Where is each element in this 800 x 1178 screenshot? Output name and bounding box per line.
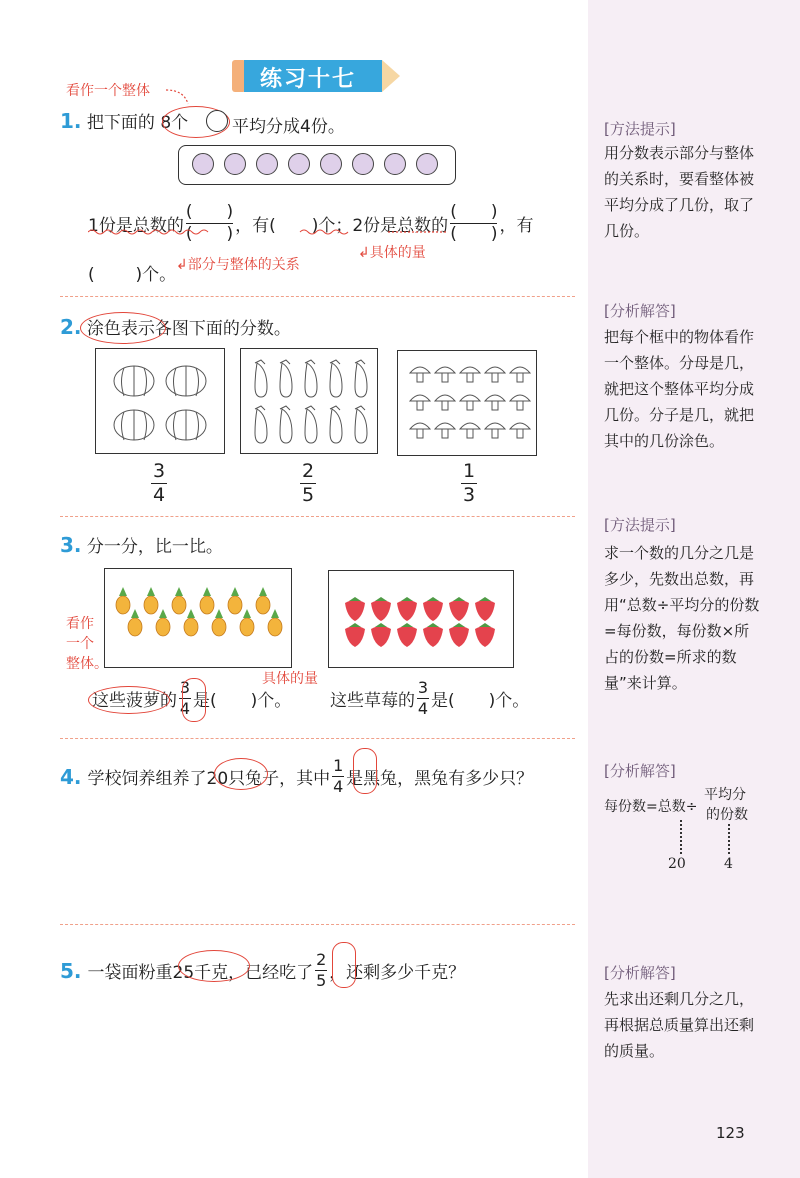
divider-3 [60, 738, 575, 739]
q5-text-d: ，还剩多少千克？ [329, 963, 466, 983]
strawberry [371, 597, 391, 621]
mushroom [435, 367, 455, 382]
strawberry [449, 597, 469, 621]
q1-text-a: 把下面的 [86, 113, 155, 133]
divider-1 [60, 296, 575, 297]
q2-pumpkin-drawing [96, 349, 224, 453]
q5-line [60, 952, 465, 989]
pineapple [240, 609, 254, 636]
q1-circle [224, 153, 246, 175]
sidebar-title-4: [分析解答] [604, 762, 676, 780]
pineapple [184, 609, 198, 636]
eggplant [280, 406, 292, 443]
pineapple [128, 609, 142, 636]
q1-circle [288, 153, 310, 175]
q3-box-pineapples [104, 568, 292, 668]
mushroom [510, 367, 530, 382]
q2-text-b: 各图下面的分数。 [154, 319, 291, 339]
eggplant [255, 360, 267, 397]
q4-text-b: 20只 [206, 769, 246, 789]
q4-frac-den: 4 [333, 777, 344, 796]
q2-frac-3-num: 1 [462, 460, 476, 482]
strawberry [423, 597, 443, 621]
title-banner [232, 58, 402, 94]
q1-line-a: 1份是总数的 [88, 216, 184, 236]
mushroom [510, 395, 530, 410]
top-note: 看作一个整体 [66, 83, 150, 99]
q1-wavy-underlines [88, 228, 548, 238]
q2-box-mushrooms [397, 350, 537, 456]
pineapple [172, 587, 186, 614]
mushroom [435, 395, 455, 410]
sidebar-body-1: 用分数表示部分与整体的关系时，要看整体被平均分成了几份，取了几份。 [604, 144, 755, 240]
q1-second-line [88, 260, 176, 285]
divider-4 [60, 924, 575, 925]
q3-line2-a: 这些草莓的 [330, 691, 415, 711]
pineapple [256, 587, 270, 614]
q3-frac-1-den: 4 [179, 699, 191, 718]
q5-highlight-fraction [332, 942, 356, 988]
strawberry [449, 623, 469, 647]
eggplant [355, 360, 367, 397]
q4-fraction [332, 758, 344, 795]
mushroom [460, 423, 480, 438]
q1-note-2-arrow: ↲ [358, 245, 370, 261]
sidebar-body-5: 先求出还剩几分之几，再根据总质量算出还剩的质量。 [604, 990, 755, 1060]
formula-dots-1 [680, 820, 682, 854]
q4-text-d: 是黑兔，黑兔有多少只？ [346, 769, 534, 789]
mushroom [460, 367, 480, 382]
q1-circle [352, 153, 374, 175]
q1-text-b: 8个 [160, 113, 189, 133]
q2-frac-2-den: 5 [301, 484, 315, 506]
q5-highlight-weight [178, 950, 250, 982]
strawberry [397, 623, 417, 647]
q1-note-1-arrow: ↲ [176, 257, 188, 273]
formula-dots-2 [728, 824, 730, 854]
q3-fraction-2 [417, 680, 429, 717]
page-number: 123 [716, 1124, 745, 1142]
formula-v1: 20 [668, 856, 686, 872]
mushroom [460, 395, 480, 410]
strawberry [371, 623, 391, 647]
q1-line-d: ，有 [499, 216, 534, 236]
q3-line1-b: 的 [160, 691, 177, 711]
q2-frac-3-den: 3 [462, 484, 476, 506]
q2-eggplant-drawing [241, 349, 377, 453]
mushroom [485, 423, 505, 438]
q1-circle-glyph [206, 110, 228, 132]
q3-line1-a: 这些菠萝 [92, 691, 160, 711]
mushroom [510, 423, 530, 438]
q2-frac-1-den: 4 [152, 484, 166, 506]
pineapple [268, 609, 282, 636]
q3-line2-c: )个。 [488, 691, 530, 711]
q4-highlight-fraction [353, 748, 377, 794]
q2-box-eggplants [240, 348, 378, 454]
sidebar-title-2: [分析解答] [604, 302, 676, 320]
eggplant [305, 360, 317, 397]
q1-circle [384, 153, 406, 175]
q5-frac-num: 2 [316, 950, 327, 969]
q1-line-b: ，有( [235, 216, 276, 236]
pineapple [144, 587, 158, 614]
eggplant [355, 406, 367, 443]
strawberry [423, 623, 443, 647]
q4-highlight-count [214, 758, 268, 790]
q1-note-1-text: 部分与整体的关系 [187, 257, 300, 273]
mushroom [485, 395, 505, 410]
q3-line [60, 532, 223, 557]
q3-strawberry-drawing [329, 571, 513, 667]
q1-circle-box [178, 145, 456, 185]
q2-frac-2-num: 2 [301, 460, 315, 482]
eggplant [330, 406, 342, 443]
q4-text-a: 学校饲养组养了 [87, 769, 207, 789]
mushroom [435, 423, 455, 438]
q1-circle [320, 153, 342, 175]
strawberry [345, 623, 365, 647]
pineapple [116, 587, 130, 614]
page-title: 练习十七 [260, 67, 357, 92]
q3-box-strawberries [328, 570, 514, 668]
q1-circle [256, 153, 278, 175]
q3-side-note-1: 看作 [66, 616, 94, 632]
top-note-arrow [164, 86, 194, 108]
q2-number: 2. [60, 315, 82, 339]
q5-number: 5. [60, 958, 82, 983]
sidebar-title-5: [分析解答] [604, 964, 676, 982]
q3-frac-1-num: 3 [179, 678, 191, 697]
q3-frac-2-num: 3 [417, 678, 429, 697]
q5-text-a: 一袋面粉重 [87, 963, 173, 983]
pineapple [212, 609, 226, 636]
mushroom [410, 395, 430, 410]
q3-line1-c: 是( [193, 691, 217, 711]
sidebar-title-3: [方法提示] [604, 516, 676, 534]
q3-answer-line-2 [330, 680, 529, 717]
mushroom [485, 367, 505, 382]
q5-frac-den: 5 [316, 971, 327, 990]
q1-line-f: )个。 [135, 265, 177, 285]
q1-blank-frac-1-num: ( ) [185, 202, 234, 222]
formula-c: 的份数 [706, 807, 748, 823]
q2-frac-1-num: 3 [152, 460, 166, 482]
q1-blank-frac-2-num: ( ) [450, 202, 498, 222]
formula-a: 每份数=总数÷ [604, 799, 698, 815]
q2-fraction-3 [461, 462, 477, 505]
q2-fraction-2 [300, 462, 316, 505]
q2-highlight-circle [80, 312, 166, 344]
q1-line-e: ( [88, 265, 95, 285]
q1-circle [192, 153, 214, 175]
pineapple [228, 587, 242, 614]
q1-line-c: )个；2份是总数的 [311, 216, 449, 236]
strawberry [475, 597, 495, 621]
q3-note-top: 具体的量 [262, 671, 318, 687]
sidebar-title-1: [方法提示] [604, 120, 676, 138]
q3-side-note-3: 整体。 [66, 656, 108, 672]
q4-frac-num: 1 [333, 756, 344, 775]
q3-line1-d: )个。 [250, 691, 292, 711]
q1-note-2 [358, 242, 426, 262]
q4-text-c: 兔子，其中 [245, 769, 331, 789]
q1-blank-frac-2-den: ( ) [450, 224, 498, 244]
q1-note-1 [176, 254, 300, 274]
q3-pineapple-drawing [105, 569, 291, 667]
q3-text: 分一分，比一比。 [86, 537, 223, 557]
q2-mushroom-drawing [398, 351, 536, 455]
strawberry [475, 623, 495, 647]
q1-text-c: 平均分成4份。 [232, 117, 345, 137]
q3-side-note [66, 614, 108, 674]
q2-fraction-1 [151, 462, 167, 505]
mushroom [410, 367, 430, 382]
sidebar-body-3: 求一个数的几分之几是多少，先数出总数，再用“总数÷平均分的份数=每份数，每份数×所占的份数=所求的数量”来计算。 [604, 544, 760, 692]
q5-fraction [315, 952, 327, 989]
pineapple [200, 587, 214, 614]
q3-frac-2-den: 4 [417, 699, 429, 718]
q3-highlight-pineapple [88, 686, 170, 714]
q1-blank-frac-1-den: ( ) [185, 224, 234, 244]
formula-b: 平均分 [704, 787, 746, 803]
q2-text-a: 涂色表示 [86, 319, 155, 339]
eggplant [330, 360, 342, 397]
q4-number: 4. [60, 764, 82, 789]
formula-v2: 4 [724, 856, 733, 872]
q3-line2-b: 是( [431, 691, 455, 711]
eggplant [255, 406, 267, 443]
eggplant [280, 360, 292, 397]
sidebar-formula [604, 782, 784, 878]
q3-highlight-fraction [179, 678, 206, 722]
q1-number: 1. [60, 109, 82, 133]
q5-text-b: 25千克 [172, 963, 229, 983]
sidebar-body-2: 把每个框中的物体看作一个整体。分母是几，就把这个整体平均分成几份。分子是几，就把其中的几份涂色。 [604, 328, 755, 450]
q4-line [60, 758, 533, 795]
q5-text-c: ，已经吃了 [228, 963, 314, 983]
divider-2 [60, 516, 575, 517]
strawberry [397, 597, 417, 621]
q1-note-2-text: 具体的量 [369, 245, 426, 261]
mushroom [410, 423, 430, 438]
eggplant [305, 406, 317, 443]
q3-side-note-2: 一个 [66, 636, 94, 652]
q1-circle [416, 153, 438, 175]
strawberry [345, 597, 365, 621]
q2-box-pumpkins [95, 348, 225, 454]
pineapple [156, 609, 170, 636]
q3-number: 3. [60, 533, 82, 557]
